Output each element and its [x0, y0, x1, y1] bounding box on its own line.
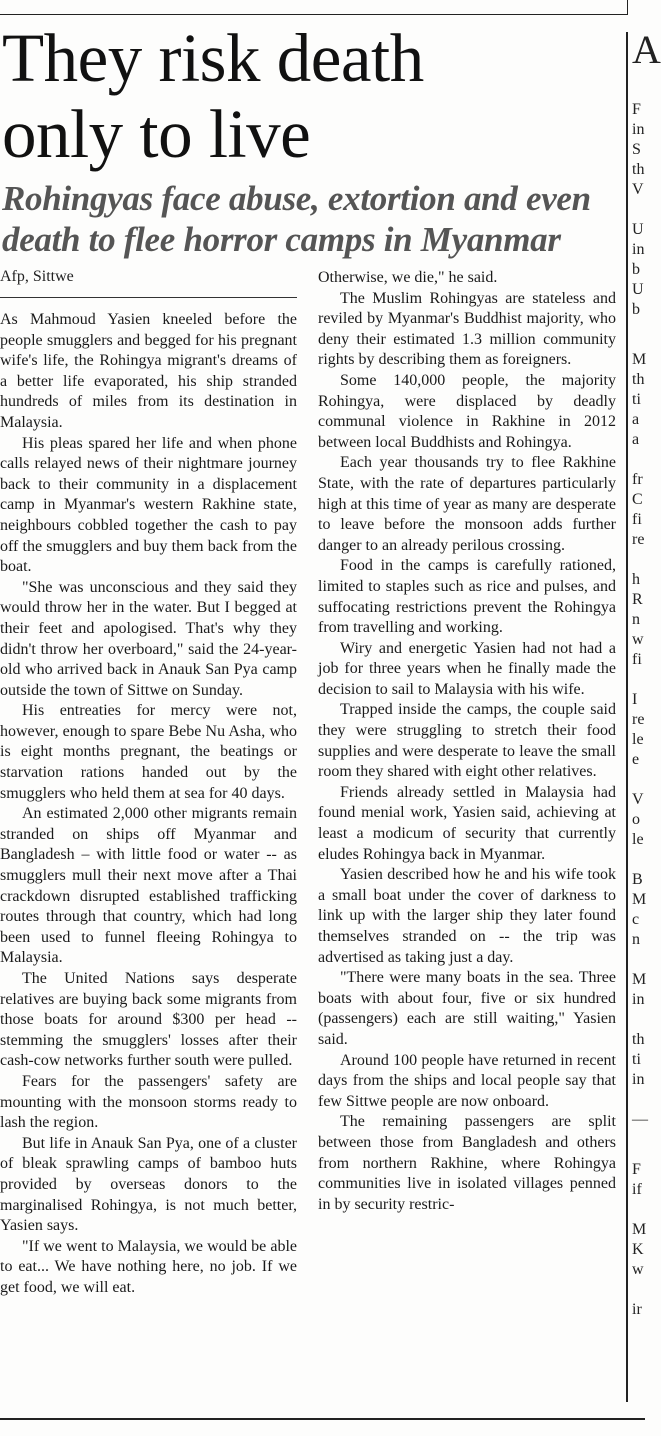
subhead-line-1: Rohingyas face abuse, extortion and even [2, 179, 591, 218]
adjacent-line-fragment: M [632, 351, 647, 368]
adjacent-line-fragment: I [632, 691, 638, 708]
adjacent-line-fragment: ti [632, 391, 641, 408]
article-paragraph: Fears for the passengers' safety are mounting with the monsoon storms ready to lash the region. [0, 1072, 297, 1132]
article-paragraph: Food in the camps is carefully rationed, limited to staples such as rice and pulses, and suffocating restrictions prevent the Rohingya from travelling and working. [318, 557, 616, 637]
article-paragraph: The remaining passengers are split between those from Bangladesh and others from northern Rakhine, where Rohingya communities live in isolated villages penned in by security restric- [318, 1113, 616, 1213]
adjacent-line-fragment: fr [632, 471, 643, 488]
adjacent-line-fragment: F [632, 1161, 641, 1178]
adjacent-line-fragment: K [632, 1241, 644, 1258]
adjacent-line-fragment: — [632, 1111, 648, 1128]
adjacent-line-fragment: n [632, 611, 640, 628]
adjacent-line-fragment: in [632, 1071, 645, 1088]
adjacent-line-fragment: w [632, 1261, 644, 1278]
article-paragraph: Otherwise, we die," he said. [318, 269, 498, 286]
adjacent-line-fragment: e [632, 751, 640, 768]
article-column-1 [0, 310, 297, 1299]
article-paragraph: "If we went to Malaysia, we would be able to eat... We have nothing here, no job. If we get food, we will eat. [0, 1237, 297, 1296]
adjacent-line-fragment: C [632, 491, 643, 508]
article-paragraph: The United Nations says desperate relatives are buying back some migrants from those boats for around $300 per head -- stemming the smugglers' losses after their cash-cow networks further south were pulled. [0, 970, 297, 1070]
headline [2, 20, 622, 172]
adjacent-line-fragment: a [632, 411, 640, 428]
article-paragraph: An estimated 2,000 other migrants remain stranded on ships off Myanmar and Bangladesh – with little food or water -- as smugglers mull their next move after a Thai crackdown disrupted established trafficking routes through that country, which had long been used to funnel fleeing Rohingya to Malaysia. [0, 805, 297, 967]
dateline-rule [0, 297, 297, 298]
adjacent-line-fragment: th [632, 161, 645, 178]
bottom-rule [0, 1418, 645, 1420]
adjacent-line-fragment: ti [632, 1051, 641, 1068]
adjacent-line-fragment: if [632, 1181, 642, 1198]
adjacent-line-fragment: B [632, 871, 643, 888]
adjacent-line-fragment: o [632, 811, 640, 828]
adjacent-line-fragment: ir [632, 1301, 642, 1318]
article-paragraph: "There were many boats in the sea. Three boats with about four, five or six hundred (passengers) each are still waiting," Yasien said. [318, 969, 616, 1048]
article-paragraph: Friends already settled in Malaysia had found menial work, Yasien said, achieving at least a modicum of security that currently eludes Rohingya back in Myanmar. [318, 783, 616, 863]
article-paragraph: "She was unconscious and they said they would throw her in the water. But I begged at their feet and apologised. That's why they didn't throw her overboard," said the 24-year-old who arrived back in Anauk San Pya camp outside the town of Sittwe on Sunday. [0, 578, 297, 699]
dateline: Afp, Sittwe [0, 268, 74, 285]
adjacent-line-fragment: h [632, 571, 640, 588]
adjacent-line-fragment: th [632, 371, 645, 388]
adjacent-line-fragment: a [632, 431, 640, 448]
adjacent-line-fragment: b [632, 261, 640, 278]
adjacent-line-fragment: in [632, 121, 645, 138]
subhead-line-2: death to flee horror camps in Myanmar [2, 220, 561, 259]
adjacent-line-fragment: V [632, 791, 644, 808]
article-paragraph: Trapped inside the camps, the couple said they were struggling to stretch their food supplies and were desperate to leave the small room they shared with eight other relatives. [318, 701, 616, 781]
article-paragraph: His pleas spared her life and when phone calls relayed news of their nightmare journey back to their community in a displacement camp in Myanmar's western Rakhine state, neighbours cobbled together the cash to pay off the smugglers and buy them back from the boat. [0, 434, 297, 576]
article-paragraph: Each year thousands try to flee Rakhine State, with the rate of departures particularly high at this time of year as many are desperate to leave before the monsoon adds further danger to an already perilous crossing. [318, 454, 616, 554]
adjacent-line-fragment: fi [632, 511, 642, 528]
adjacent-line-fragment: S [632, 141, 641, 158]
adjacent-line-fragment: U [632, 221, 644, 238]
adjacent-line-fragment: M [632, 1221, 647, 1238]
adjacent-line-fragment: U [632, 281, 644, 298]
adjacent-line-fragment: n [632, 931, 640, 948]
adjacent-line-fragment: re [632, 711, 645, 728]
adjacent-line-fragment: c [632, 911, 640, 928]
adjacent-line-fragment: le [632, 731, 644, 748]
adjacent-line-fragment: re [632, 531, 645, 548]
adjacent-line-fragment: w [632, 631, 644, 648]
top-frame-rule [0, 0, 628, 15]
headline-line-2: only to live [2, 96, 311, 172]
article-paragraph: But life in Anauk San Pya, one of a cluster of bleak sprawling camps of bamboo huts provided by overseas donors to the marginalised Rohingya, is not much better, Yasien says. [0, 1134, 297, 1235]
article-paragraph: Around 100 people have returned in recent days from the ships and local people say that few Sittwe people are now onboard. [318, 1051, 616, 1110]
adjacent-line-fragment: in [632, 241, 645, 258]
adjacent-line-fragment: M [632, 891, 647, 908]
adjacent-line-fragment: fi [632, 651, 642, 668]
article-paragraph: Yasien described how he and his wife took a small boat under the cover of darkness to link up with the larger ship they later found themselves stranded on -- the trip was advertised as taking just a day. [318, 866, 616, 966]
adjacent-line-fragment: in [632, 991, 645, 1008]
adjacent-line-fragment: th [632, 1031, 645, 1048]
adjacent-line-fragment: b [632, 301, 640, 318]
article-paragraph: Wiry and energetic Yasien had not had a job for three years when he finally made the decision to sail to Malaysia with his wife. [318, 639, 616, 698]
adjacent-headline-fragment: A [632, 27, 661, 72]
adjacent-line-fragment: le [632, 831, 644, 848]
article-column-2 [318, 268, 616, 1215]
subheadline [2, 178, 627, 260]
article-paragraph: The Muslim Rohingyas are stateless and reviled by Myanmar's Buddhist majority, who deny their estimated 1.3 million community rights by describing them as foreigners. [318, 289, 616, 369]
headline-line-1: They risk death [2, 20, 424, 96]
adjacent-line-fragment: V [632, 181, 644, 198]
adjacent-line-fragment: R [632, 591, 643, 608]
adjacent-line-fragment: M [632, 971, 647, 988]
adjacent-article-fragment [632, 27, 661, 1410]
article-paragraph: Some 140,000 people, the majority Rohingya, were displaced by deadly communal violence in Rakhine in 2012 between local Buddhists and Rohingya. [318, 371, 616, 451]
article-paragraph: His entreaties for mercy were not, however, enough to spare Bebe Nu Asha, who is eight months pregnant, the beatings or starvation rations handed out by the smugglers who held them at sea for 40 days. [0, 702, 297, 802]
article-paragraph: As Mahmoud Yasien kneeled before the people smugglers and begged for his pregnant wife's life, the Rohingya migrant's dreams of a better life evaporated, his ship stranded hundreds of miles from its destination in Malaysia. [0, 311, 297, 431]
adjacent-line-fragment: F [632, 101, 641, 118]
